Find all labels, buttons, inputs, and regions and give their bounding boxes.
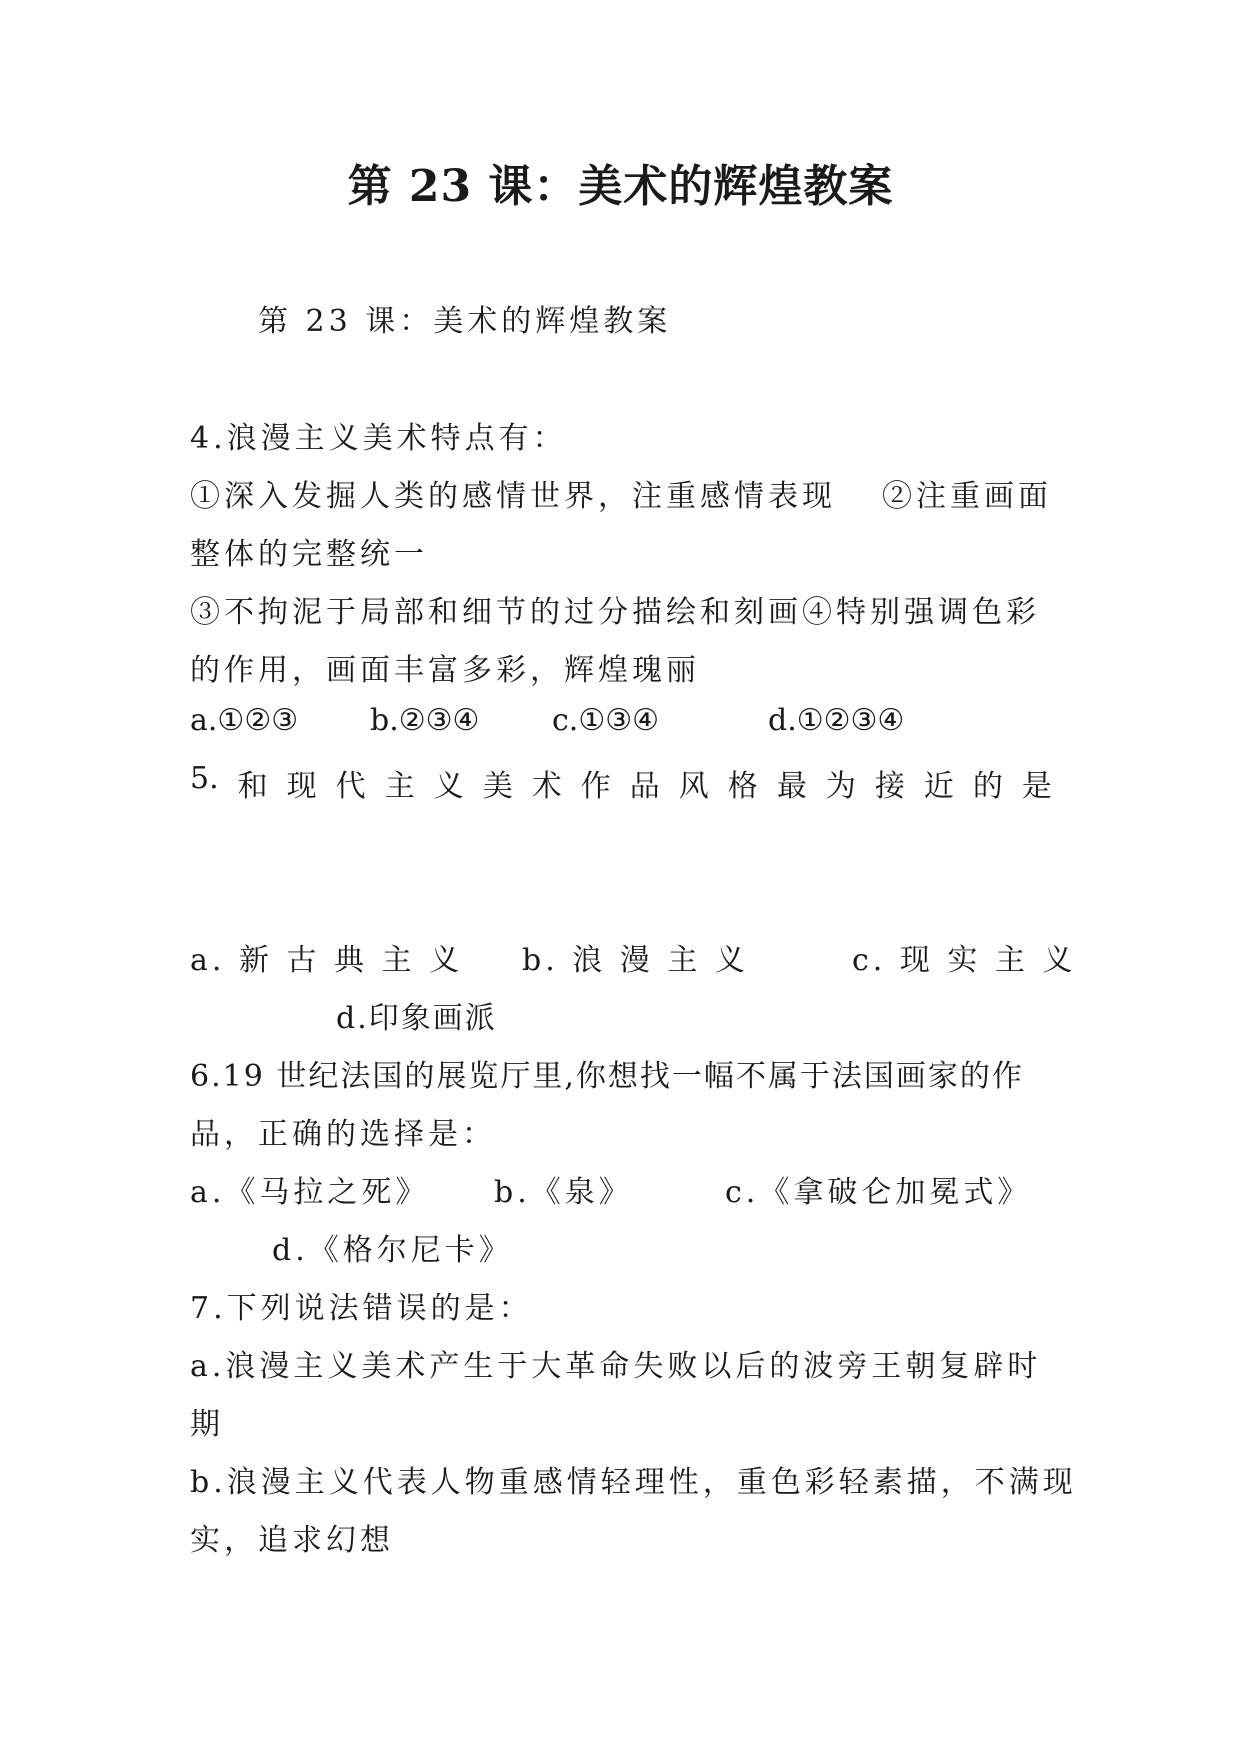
q5-stem-char: 为: [825, 769, 856, 804]
q6-option-d: d.《格尔尼卡》: [272, 1233, 513, 1268]
q5-stem-char: 作: [580, 769, 611, 804]
q5-stem-char: 近: [923, 769, 954, 804]
q4-line3: ③不拘泥于局部和细节的过分描绘和刻画④特别强调色彩: [190, 595, 1040, 630]
q7-stem: 7.下列说法错误的是：: [190, 1291, 533, 1326]
q5-stem: [190, 761, 1052, 805]
q5-option-d: d.印象画派: [336, 1001, 497, 1036]
q5-stem-char: 美: [482, 769, 513, 804]
q5-stem-char: 的: [972, 769, 1003, 804]
q5-stem-char: 代: [335, 769, 366, 804]
q4-line1: ①深入发掘人类的感情世界，注重感情表现: [190, 479, 836, 514]
q5-stem-char: 5.: [190, 761, 219, 796]
q6-option-c: c.《拿破仑加冕式》: [725, 1175, 1032, 1210]
q5-stem-char: 现: [286, 769, 317, 804]
q6-line2: 品，正确的选择是：: [190, 1117, 496, 1152]
page-title: 第 23 课：美术的辉煌教案: [347, 161, 894, 212]
q5-stem-char: 风: [678, 769, 709, 804]
q5-stem-char: 格: [727, 769, 758, 804]
q7-option-b-line1: b.浪漫主义代表人物重感情轻理性，重色彩轻素描，不满现: [190, 1465, 1077, 1500]
q5-stem-char: 主: [384, 769, 415, 804]
q5-option-c: c. 现 实 主 义: [852, 943, 1077, 978]
q6-option-b: b.《泉》: [494, 1175, 633, 1210]
q4-stem: 4.浪漫主义美术特点有：: [190, 421, 567, 456]
q4-option-d: d.①②③④: [768, 703, 905, 738]
q4-option-b: b.②③④: [370, 703, 480, 738]
q4-option-c: c.①③④: [552, 703, 660, 738]
q6-option-a: a.《马拉之死》: [190, 1175, 430, 1210]
q4-line2: 整体的完整统一: [190, 537, 428, 572]
q5-stem-char: 义: [433, 769, 464, 804]
q5-option-a: a. 新 古 典 主 义: [190, 943, 464, 978]
q4-option-a: a.①②③: [190, 703, 299, 738]
q4-line4: 的作用，画面丰富多彩，辉煌瑰丽: [190, 653, 700, 688]
q5-stem-char: 是: [1021, 769, 1052, 804]
q7-option-a-line1: a.浪漫主义美术产生于大革命失败以后的波旁王朝复辟时: [190, 1349, 1042, 1384]
q4-line1b: ②注重画面: [882, 479, 1052, 514]
q5-stem-char: 最: [776, 769, 807, 804]
q5-option-b: b. 浪 漫 主 义: [522, 943, 749, 978]
q5-stem-char: 术: [531, 769, 562, 804]
q7-option-b-line2: 实，追求幻想: [190, 1523, 394, 1558]
q7-option-a-line2: 期: [190, 1407, 224, 1442]
q5-stem-char: 接: [874, 769, 905, 804]
subtitle: 第 23 课：美术的辉煌教案: [258, 304, 672, 339]
q5-stem-char: 品: [629, 769, 660, 804]
q5-stem-char: 和: [237, 769, 268, 804]
q6-line1: 6.19 世纪法国的展览厅里,你想找一幅不属于法国画家的作: [190, 1059, 1024, 1094]
